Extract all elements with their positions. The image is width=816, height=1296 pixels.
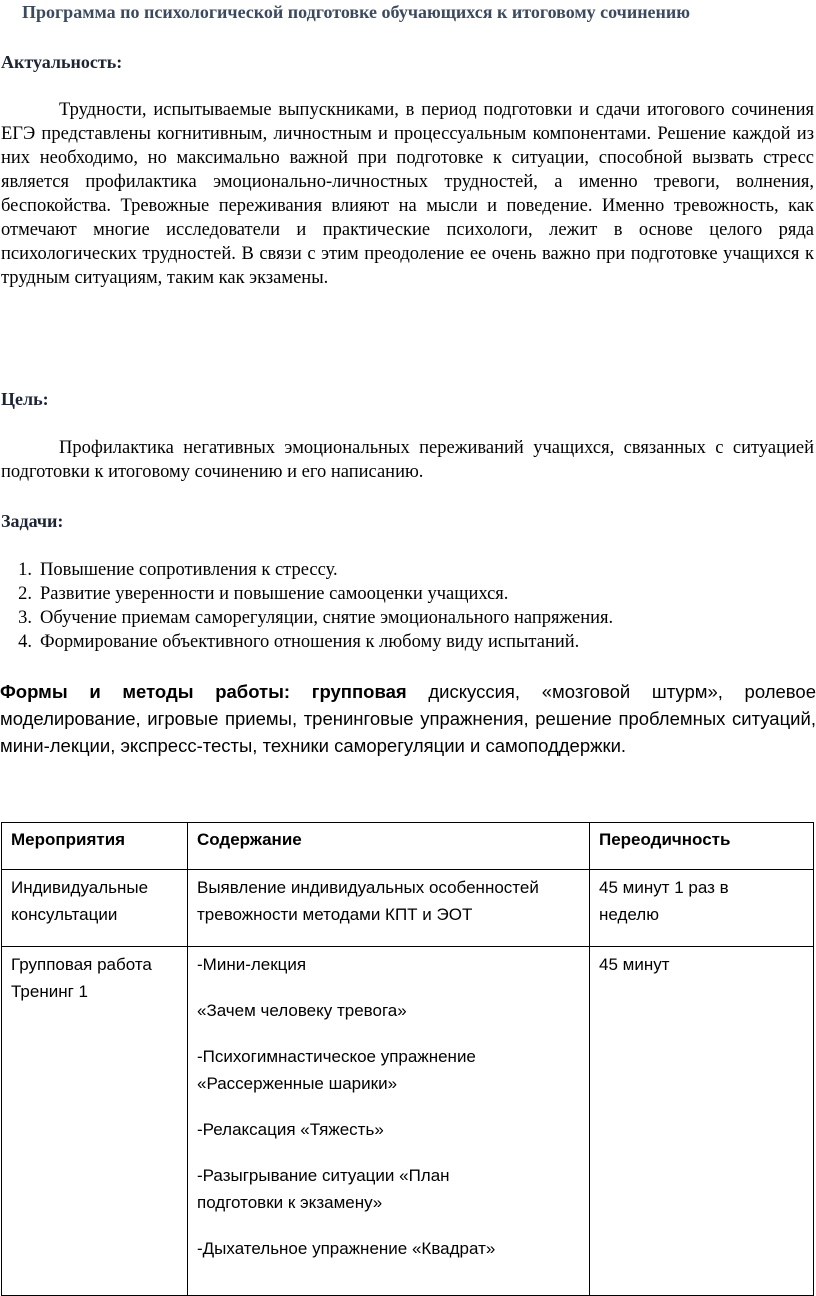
relevance-heading: Актуальность: [1,52,123,72]
table-row [2,870,814,947]
column-header-events: Мероприятия [2,823,188,870]
table-cell: 45 минут [590,947,814,1296]
page-title: Программа по психологической подготовке обучающихся к итоговому сочинению [22,2,691,22]
tasks-heading: Задачи: [1,511,64,531]
goal-heading: Цель: [1,389,49,409]
relevance-paragraph: Трудности, испытываемые выпускниками, в период подготовки и сдачи итогового сочинения ЕГЭ представлены когнитивным, личностным и процессуальным компонентами. Решение каждой из них необходимо, но максимально важной при подготовке к ситуации, способной вызвать стресс является профилактика эмоционально-личностных трудностей, а именно тревоги, волнения, беспокойства. Тревожные переживания влияют на мысли и поведение. Именно тревожность, как отмечают многие исследователи и практические психологи, лежит в основе целого ряда психологических трудностей. В связи с этим преодоление ее очень важно при подготовке учащихся к трудным ситуациям, таким как экзамены. [1,100,814,288]
list-item: 2. Развитие уверенности и повышение самооценки учащихся. [18,584,509,604]
tasks-list [0,558,816,654]
goal-paragraph: Профилактика негативных эмоциональных переживаний учащихся, связанных с ситуацией подготовки к итоговому сочинению и его написанию. [1,438,814,482]
table-cell: Выявление индивидуальных особенностей тревожности методами КПТ и ЭОТ [188,870,590,947]
methods-paragraph [0,678,816,759]
table-header-row [2,823,814,870]
methods-text: дискуссия, «мозговой штурм», ролевое моделирование, игровые приемы, тренинговые упражнения, решение проблемных ситуаций, мини-лекции, экспресс-тесты, техники саморегуляции и самоподдержки. [0,681,816,756]
methods-label: Формы и методы работы: групповая [0,681,407,702]
table-cell: Индивидуальные консультации [2,870,188,947]
schedule-table [1,822,814,1296]
list-item: 4. Формирование объективного отношения к любому виду испытаний. [18,632,580,652]
column-header-periodicity: Переодичность [590,823,814,870]
table-row [2,947,814,1296]
table-cell: 45 минут 1 раз в неделю [590,870,814,947]
column-header-content: Содержание [188,823,590,870]
table-cell: -Мини-лекция «Зачем человеку тревога» -Психогимнастическое упражнение «Рассерженные шарики» -Релаксация «Тяжесть» -Разыгрывание ситуации «План подготовки к экзамену» -Дыхательное упражнение «Квадрат» [188,947,590,1296]
list-item: 1. Повышение сопротивления к стрессу. [18,560,338,580]
table-cell: Групповая работа Тренинг 1 [2,947,188,1296]
list-item: 3. Обучение приемам саморегуляции, снятие эмоционального напряжения. [18,608,614,628]
